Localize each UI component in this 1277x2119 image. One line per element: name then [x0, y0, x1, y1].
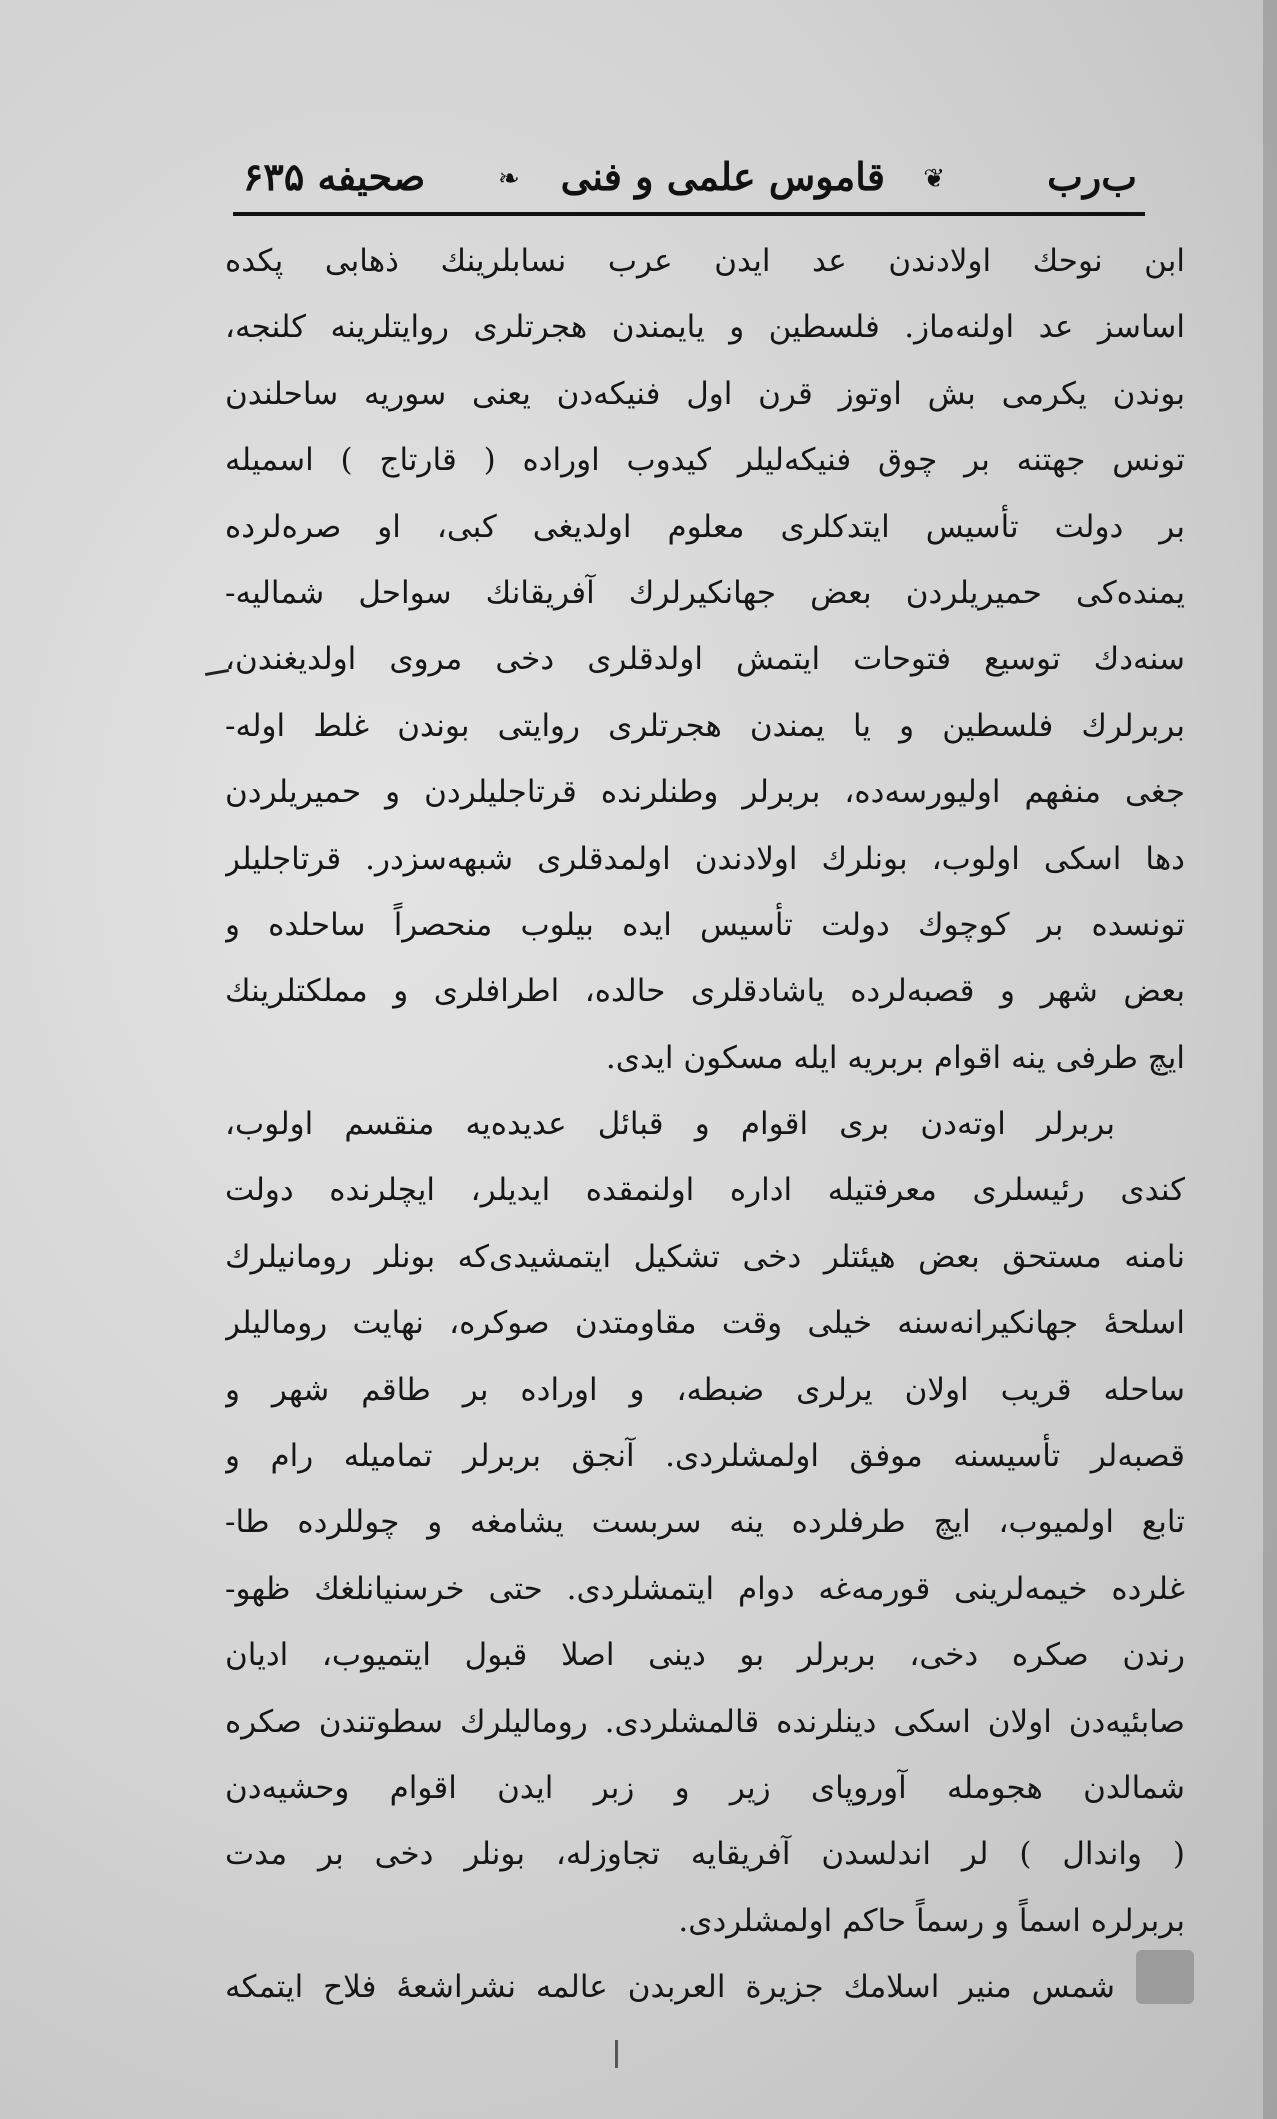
text-line: قصبه‌لر تأسيسنه موفق اولمشلردى. آنجق بربرلر تماميله رام و	[225, 1438, 1185, 1475]
text-line: تابع اولميوب، ايچ طرفلرده ينه سربست يشامغه و چوللرده طا-	[225, 1504, 1185, 1541]
text-line: ساحله قريب اولان يرلرى ضبطه، و اوراده بر طاقم شهر و	[225, 1371, 1185, 1408]
text-line: ايچ طرفى ينه اقوام بربريه ايله مسكون ايدى.	[605, 1039, 1185, 1076]
text-line: بعض شهر و قصبه‌لرده ياشادقلرى حالده، اطرافلرى و مملكتلرينك	[225, 973, 1185, 1010]
text-line: ( وانداﻝ ) لر اندلسدن آفريقايه تجاوزله، بونلر دخى بر مدت	[225, 1836, 1185, 1873]
stray-mark	[615, 2040, 618, 2068]
text-line: تونسده بر كوچوك دولت تأسيس ايده بيلوب منحصراً ساحلده و	[225, 906, 1185, 943]
ornament-icon: ❧	[498, 164, 520, 194]
text-line: يمنده‌كى حميريلردن بعض جهانكيرلرك آفريقانك سواحل شماليه-	[225, 574, 1185, 611]
header-rule	[233, 212, 1145, 216]
text-line: بربرلرك فلسطين و يا يمندن هجرتلرى روايتى بوندن غلط اوله-	[225, 707, 1185, 744]
body-text	[225, 228, 1185, 2021]
text-line: بوندن يكرمى بش اوتوز قرن اول فنيكه‌دن يعنى سوريه ساحلندن	[225, 375, 1185, 412]
paragraph	[225, 1954, 1185, 2020]
text-line: بربرلر اوته‌دن برى اقوام و قبائل عديده‌يه منقسم اولوب،	[225, 1106, 1115, 1143]
ink-smudge	[1136, 1950, 1194, 2004]
text-line: تونس جهتنه بر چوق فنيكه‌ليلر كيدوب اوراده ( قارتاج ) اسميله	[225, 442, 1185, 479]
text-line: رندن صكره دخى، بربرلر بو دينى اصلا قبول ايتميوب، اديان	[225, 1637, 1185, 1674]
text-line: اسلحهٔ جهانكيرانه‌سنه خيلى وقت مقاومتدن صوكره، نهايت روماليلر	[225, 1305, 1185, 1342]
header-section-label: ب‌رب	[1047, 154, 1137, 199]
text-line: جغى منفهم اوليورسه‌ده، بربرلر وطنلرنده قرتاجليلردن و حميريلردن	[225, 774, 1185, 811]
page-edge-shadow	[1263, 0, 1277, 2119]
ornament-icon: ❦	[923, 164, 945, 194]
text-line: غلرده خيمه‌لرينى قورمه‌غه دوام ايتمشلردى. حتى خرسنيانلغك ظهو-	[225, 1570, 1185, 1607]
text-line: سنه‌دك توسيع فتوحات ايتمش اولدقلرى دخى مروى اولديغندن،	[225, 641, 1185, 678]
running-header	[233, 150, 1145, 210]
text-line: بر دولت تأسيس ايتدكلرى معلوم اولديغى كبى، او صره‌لرده	[225, 508, 1185, 545]
text-line: ابن نوحك اولادندن عد ايدن عرب نسابلرينك ذهابى پكده	[225, 243, 1185, 279]
header-page-number: صحيفه ۶۳۵	[243, 154, 426, 199]
text-line: دها اسكى اولوب، بونلرك اولادندن اولمدقلرى شبهه‌سزدر. قرتاجليلر	[225, 840, 1185, 877]
text-line: كندى رئيسلرى معرفتيله اداره اولنمقده ايديلر، ايچلرنده دولت	[225, 1172, 1185, 1209]
paragraph	[225, 1091, 1185, 1954]
text-line: شمس منير اسلامك جزيرة العربدن عالمه نشراشعهٔ فلاح ايتمكه	[225, 1969, 1115, 2006]
text-line: شمالدن هجومله آوروپاى زير و زبر ايدن اقوام وحشيه‌دن	[225, 1769, 1185, 1806]
paragraph	[225, 228, 1185, 1091]
text-line: بربرلره اسماً و رسماً حاكم اولمشلردى.	[678, 1902, 1185, 1939]
header-title: قاموس علمى و فنى	[560, 154, 885, 199]
text-line: صابئيه‌دن اولان اسكى دينلرنده قالمشلردى. روماليلرك سطوتندن صكره	[225, 1703, 1185, 1740]
text-line: نامنه مستحق بعض هيئتلر دخى تشكيل ايتمشيدى‌كه بونلر رومانيلرك	[225, 1238, 1185, 1275]
text-line: اساسز عد اولنه‌ماز. فلسطين و يايمندن هجرتلرى روايتلرينه كلنجه،	[225, 309, 1185, 346]
